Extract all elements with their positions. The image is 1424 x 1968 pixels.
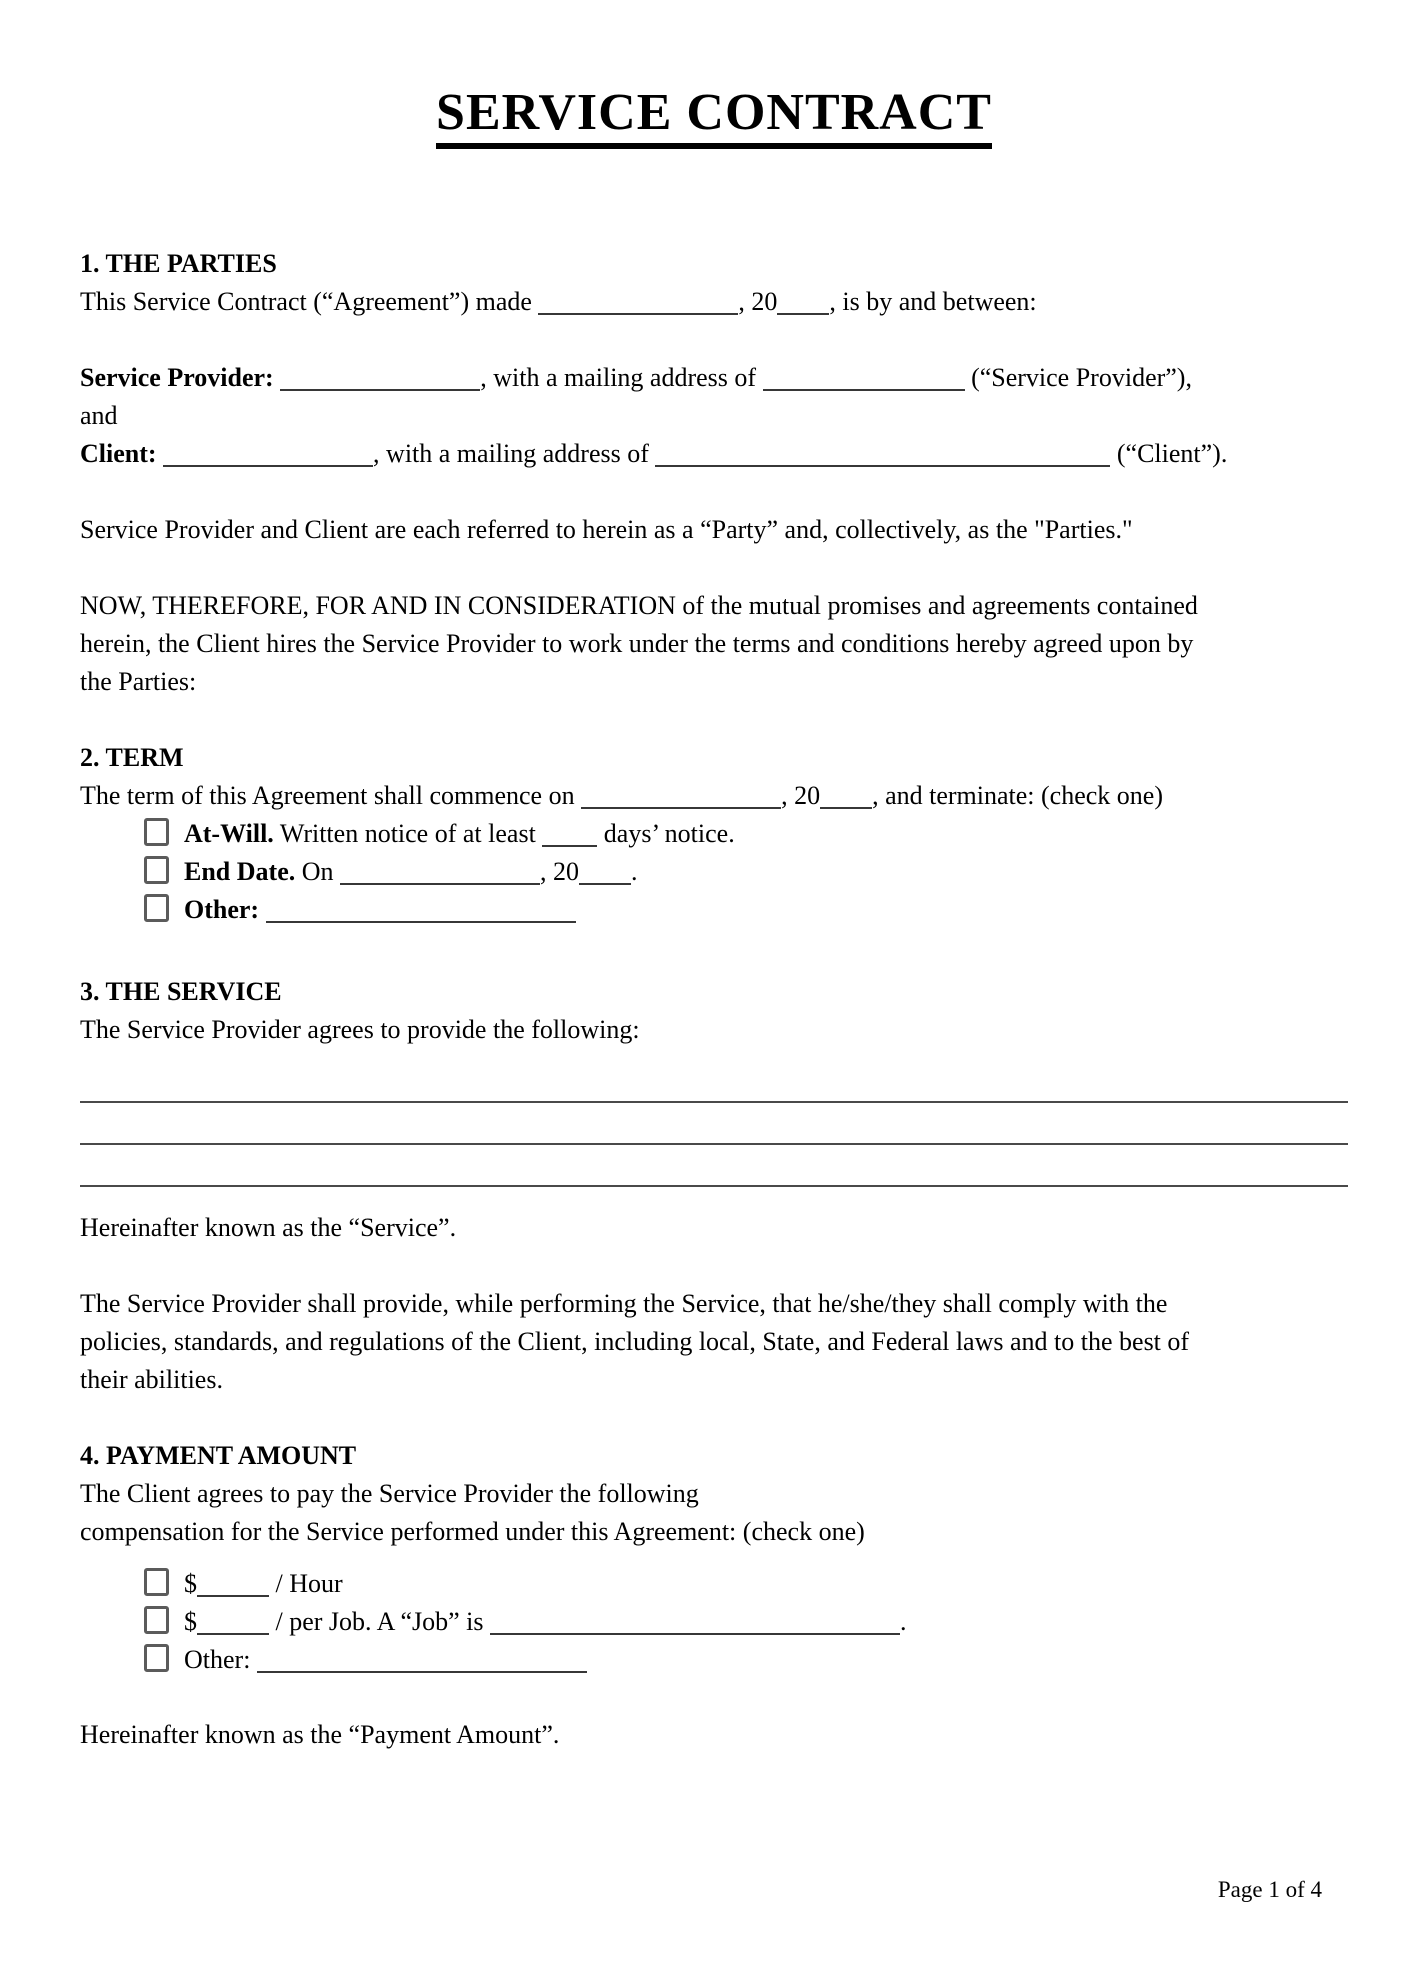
fill-in-blank[interactable] [280,385,480,391]
term-option-end-date-label [184,857,638,886]
text-segment: $ [184,1606,197,1636]
checkbox-payment-other[interactable] [144,1644,169,1672]
fill-in-blank[interactable] [763,385,965,391]
text-segment: Client: [80,438,164,468]
text-segment: . [631,856,638,886]
fill-in-blank[interactable] [820,803,872,809]
term-option-at-will[interactable] [80,815,1348,853]
text-segment: This Service Contract (“Agreement”) made [80,286,539,316]
payment-hereinafter-line: Hereinafter known as the “Payment Amount”. [80,1719,560,1749]
text-segment: , 20 [781,780,821,810]
and-line: and [80,400,118,430]
text-segment: / Hour [269,1568,343,1598]
paragraph-line: NOW, THEREFORE, FOR AND IN CONSIDERATION of the mutual promises and agreements contained [80,590,1198,620]
fill-in-blank[interactable] [257,1667,587,1673]
text-segment: , and terminate: (check one) [872,780,1163,810]
payment-options [80,1565,1348,1679]
payment-option-other[interactable] [80,1641,1348,1679]
consideration-paragraph [80,587,1348,701]
service-write-in-line-2[interactable] [80,1103,1348,1145]
text-segment: Other: [184,1644,257,1674]
payment-option-other-label [184,1645,587,1674]
text-segment: $ [184,1568,197,1598]
fill-in-blank[interactable] [266,917,576,923]
text-segment: / per Job. A “Job” is [269,1606,490,1636]
fill-in-blank[interactable] [655,461,1110,467]
service-write-in-area [80,1061,1348,1187]
checkbox-at-will[interactable] [144,818,169,846]
text-segment: Service Provider: [80,362,281,392]
fill-in-blank[interactable] [579,879,631,885]
section-heading-service: 3. THE SERVICE [80,976,282,1006]
text-segment: End Date. [184,856,296,886]
payment-option-per-hour[interactable] [80,1565,1348,1603]
text-segment: (“Service Provider”), [964,362,1192,392]
payment-option-per-job-label [184,1607,907,1636]
text-segment: (“Client”). [1110,438,1228,468]
client-line [80,435,1348,473]
fill-in-blank[interactable] [542,841,597,847]
text-segment: , 20 [738,286,778,316]
term-option-other[interactable] [80,891,1348,929]
text-segment: On [295,856,341,886]
page-number-footer: Page 1 of 4 [1217,1877,1322,1902]
text-segment: , is by and between: [829,286,1037,316]
service-compliance-paragraph [80,1285,1348,1399]
document-title: SERVICE CONTRACT [436,86,992,149]
payment-option-per-hour-label [184,1569,343,1598]
checkbox-per-job[interactable] [144,1606,169,1634]
text-segment: Written notice of at least [273,818,543,848]
paragraph-line: The Service Provider shall provide, while performing the Service, that he/she/they shall comply with the [80,1288,1168,1318]
referred-paragraph: Service Provider and Client are each referred to herein as a “Party” and, collectively, as the "Parties." [80,514,1133,544]
payment-intro-paragraph [80,1475,1348,1551]
service-intro-line: The Service Provider agrees to provide the following: [80,1014,640,1044]
parties-intro-line [80,283,1348,321]
fill-in-blank[interactable] [197,1591,269,1597]
checkbox-per-hour[interactable] [144,1568,169,1596]
fill-in-blank[interactable] [581,803,781,809]
text-segment: Other: [184,894,266,924]
service-write-in-line-1[interactable] [80,1061,1348,1103]
text-segment: . [900,1606,907,1636]
title-wrap [80,86,1348,149]
text-segment: , 20 [540,856,580,886]
paragraph-line: policies, standards, and regulations of the Client, including local, State, and Federal laws and to the best of [80,1326,1190,1356]
paragraph-line: The Client agrees to pay the Service Provider the following [80,1478,699,1508]
fill-in-blank[interactable] [197,1629,269,1635]
text-segment: The term of this Agreement shall commence on [80,780,582,810]
section-heading-payment: 4. PAYMENT AMOUNT [80,1440,357,1470]
fill-in-blank[interactable] [340,879,540,885]
text-segment: , with a mailing address of [480,362,763,392]
section-heading-parties: 1. THE PARTIES [80,248,277,278]
paragraph-line: their abilities. [80,1364,223,1394]
paragraph-line: herein, the Client hires the Service Provider to work under the terms and conditions hereby agreed upon by [80,628,1194,658]
checkbox-term-other[interactable] [144,894,169,922]
term-option-at-will-label [184,819,735,848]
fill-in-blank[interactable] [538,309,738,315]
fill-in-blank[interactable] [490,1629,900,1635]
service-write-in-line-3[interactable] [80,1145,1348,1187]
section-heading-term: 2. TERM [80,742,184,772]
service-provider-line [80,359,1348,397]
paragraph-line: the Parties: [80,666,197,696]
payment-option-per-job[interactable] [80,1603,1348,1641]
service-hereinafter-line: Hereinafter known as the “Service”. [80,1212,457,1242]
term-option-end-date[interactable] [80,853,1348,891]
fill-in-blank[interactable] [777,309,829,315]
checkbox-end-date[interactable] [144,856,169,884]
paragraph-line: compensation for the Service performed under this Agreement: (check one) [80,1516,865,1546]
text-segment: , with a mailing address of [373,438,656,468]
text-segment: days’ notice. [597,818,735,848]
term-option-other-label [184,895,576,924]
text-segment: At-Will. [184,818,274,848]
fill-in-blank[interactable] [163,461,373,467]
term-intro-line [80,777,1348,815]
